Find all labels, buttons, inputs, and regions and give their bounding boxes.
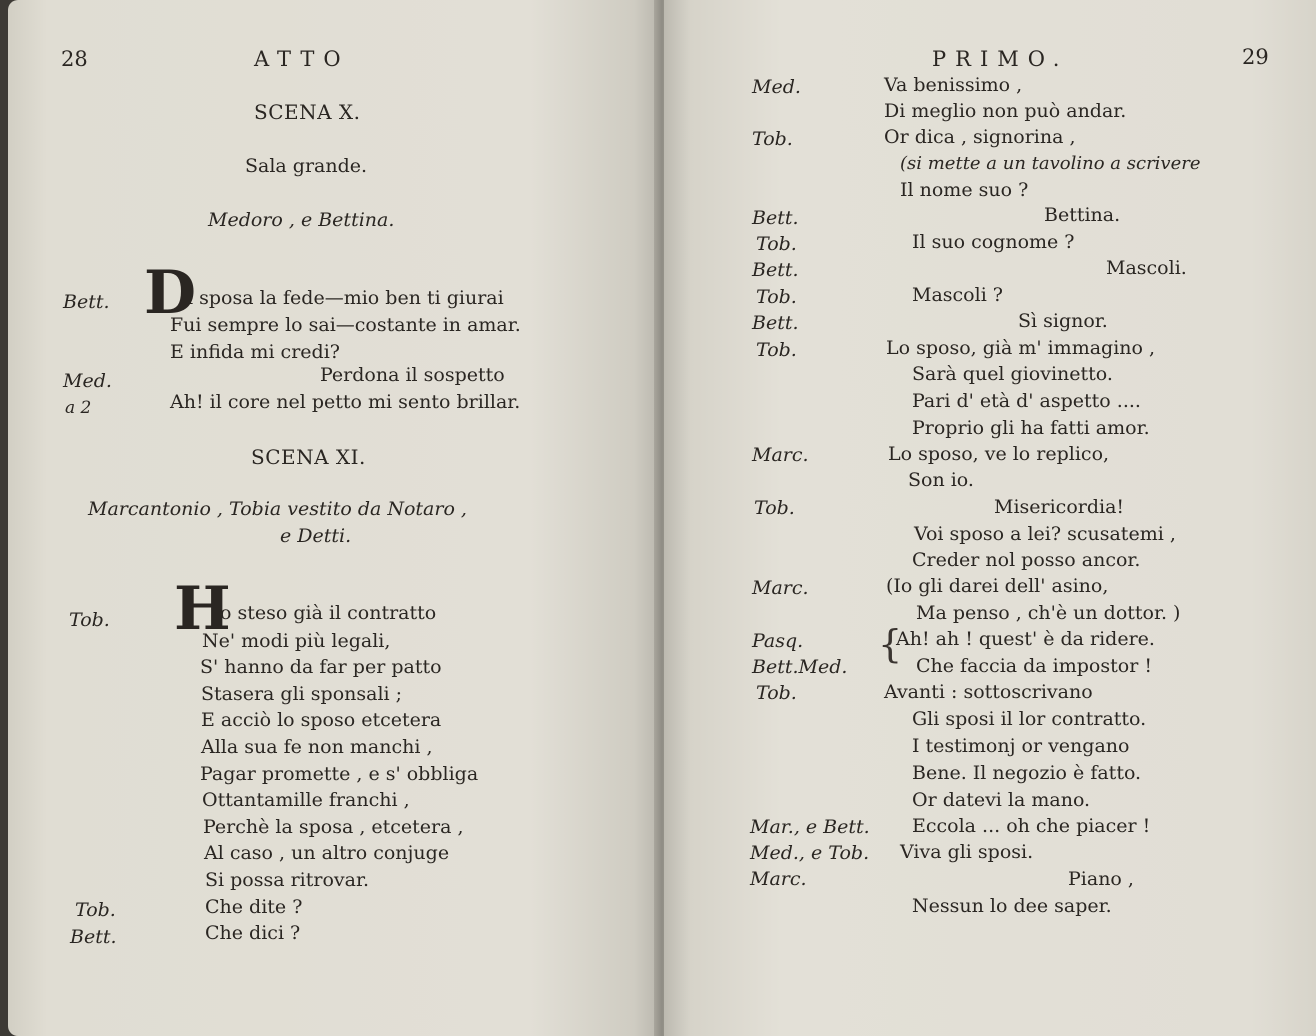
scene-setting: Sala grande. (245, 155, 368, 177)
verse-line: Che faccia da impostor ! (916, 655, 1152, 677)
verse-line: Bettina. (1044, 204, 1121, 226)
verse-line: Or datevi la mano. (912, 789, 1091, 811)
verse-line: Ah! ah ! quest' è da ridere. (896, 628, 1155, 650)
speaker: Tob. (756, 339, 797, 361)
verse-line: Che dite ? (205, 896, 303, 918)
verse-line: Mascoli. (1106, 257, 1187, 279)
verse-line: Perdona il sospetto (320, 364, 505, 386)
verse-line: Mascoli ? (912, 284, 1003, 306)
speaker: Tob. (756, 682, 797, 704)
verse-line: Bene. Il negozio è fatto. (912, 762, 1142, 784)
verse-line: Si possa ritrovar. (205, 869, 370, 891)
verse-line: o steso già il contratto (220, 602, 437, 624)
verse-line: Sì signor. (1018, 310, 1108, 332)
speaker: Tob. (754, 497, 795, 519)
verse-line: Creder nol posso ancor. (912, 549, 1141, 571)
speaker: Med. (63, 370, 112, 392)
verse-line: I testimonj or vengano (912, 735, 1130, 757)
left-page (8, 0, 660, 1036)
speaker: Med., e Tob. (750, 842, 870, 864)
verse-line: Stasera gli sponsali ; (201, 683, 403, 705)
speaker: Bett. (63, 291, 110, 313)
verse-line: Il suo cognome ? (912, 231, 1075, 253)
verse-line: (Io gli darei dell' asino, (886, 575, 1109, 597)
verse-line: Nessun lo dee saper. (912, 895, 1112, 917)
speaker: Pasq. (752, 630, 804, 652)
running-head: ATTO (254, 47, 350, 71)
verse-line: E infida mi credi? (170, 341, 340, 363)
running-head: PRIMO. (932, 47, 1069, 71)
speaker: a 2 (65, 398, 92, 418)
verse-line: Ma penso , ch'è un dottor. ) (916, 602, 1181, 624)
brace: { (878, 622, 903, 666)
verse-line: Viva gli sposi. (900, 841, 1034, 863)
verse-line: Pari d' età d' aspetto .... (912, 390, 1141, 412)
verse-line: Avanti : sottoscrivano (884, 681, 1093, 703)
verse-line: Il nome suo ? (900, 179, 1029, 201)
page-number: 28 (61, 47, 88, 71)
stage-direction: (si mette a un tavolino a scrivere (900, 153, 1201, 174)
speaker: Bett. (752, 207, 799, 229)
speaker: Marc. (750, 868, 807, 890)
speaker: Bett. (752, 312, 799, 334)
speaker: Tob. (756, 233, 797, 255)
verse-line: Che dici ? (205, 922, 301, 944)
verse-line: Fui sempre lo sai—costante in amar. (170, 314, 521, 336)
speaker: Tob. (69, 609, 110, 631)
speaker: Marc. (752, 444, 809, 466)
verse-line: Ne' modi più legali, (202, 630, 391, 652)
speaker: Bett. (752, 259, 799, 281)
speaker: Tob. (75, 899, 116, 921)
speaker: Mar., e Bett. (750, 816, 870, 838)
verse-line: Pagar promette , e s' obbliga (200, 763, 479, 785)
verse-line: Or dica , signorina , (884, 126, 1076, 148)
verse-line: Son io. (908, 469, 974, 491)
page-number: 29 (1242, 45, 1269, 69)
drop-cap: H (174, 574, 231, 644)
speaker: Med. (752, 76, 801, 98)
speaker: Tob. (756, 286, 797, 308)
drop-cap: D (144, 258, 197, 328)
verse-line: Ah! il core nel petto mi sento brillar. (170, 391, 521, 413)
scene-characters: Marcantonio , Tobia vestito da Notaro , (88, 498, 467, 520)
verse-line: S' hanno da far per patto (200, 656, 442, 678)
verse-line: E acciò lo sposo etcetera (201, 709, 442, 731)
verse-line: Lo sposo, già m' immagino , (886, 337, 1156, 359)
speaker: Tob. (752, 128, 793, 150)
verse-line: Voi sposo a lei? scusatemi , (914, 523, 1176, 545)
speaker: Marc. (752, 577, 809, 599)
verse-line: i sposa la fede—mio ben ti giurai (187, 287, 504, 309)
verse-line: Ottantamille franchi , (202, 789, 410, 811)
verse-line: Alla sua fe non manchi , (201, 736, 433, 758)
verse-line: Al caso , un altro conjuge (204, 842, 450, 864)
verse-line: Eccola ... oh che piacer ! (912, 815, 1151, 837)
verse-line: Misericordia! (994, 496, 1125, 518)
speaker: Bett.Med. (752, 656, 848, 678)
speaker: Bett. (70, 926, 117, 948)
right-page (664, 0, 1316, 1036)
verse-line: Di meglio non può andar. (884, 100, 1127, 122)
scene-characters: e Detti. (280, 525, 352, 547)
verse-line: Gli sposi il lor contratto. (912, 708, 1147, 730)
scene-heading: SCENA X. (254, 100, 361, 124)
scene-characters: Medoro , e Bettina. (208, 209, 395, 231)
verse-line: Piano , (1068, 868, 1134, 890)
verse-line: Perchè la sposa , etcetera , (203, 816, 464, 838)
verse-line: Lo sposo, ve lo replico, (888, 443, 1110, 465)
verse-line: Proprio gli ha fatti amor. (912, 417, 1150, 439)
verse-line: Sarà quel giovinetto. (912, 363, 1113, 385)
scene-heading: SCENA XI. (251, 445, 366, 469)
verse-line: Va benissimo , (884, 74, 1023, 96)
